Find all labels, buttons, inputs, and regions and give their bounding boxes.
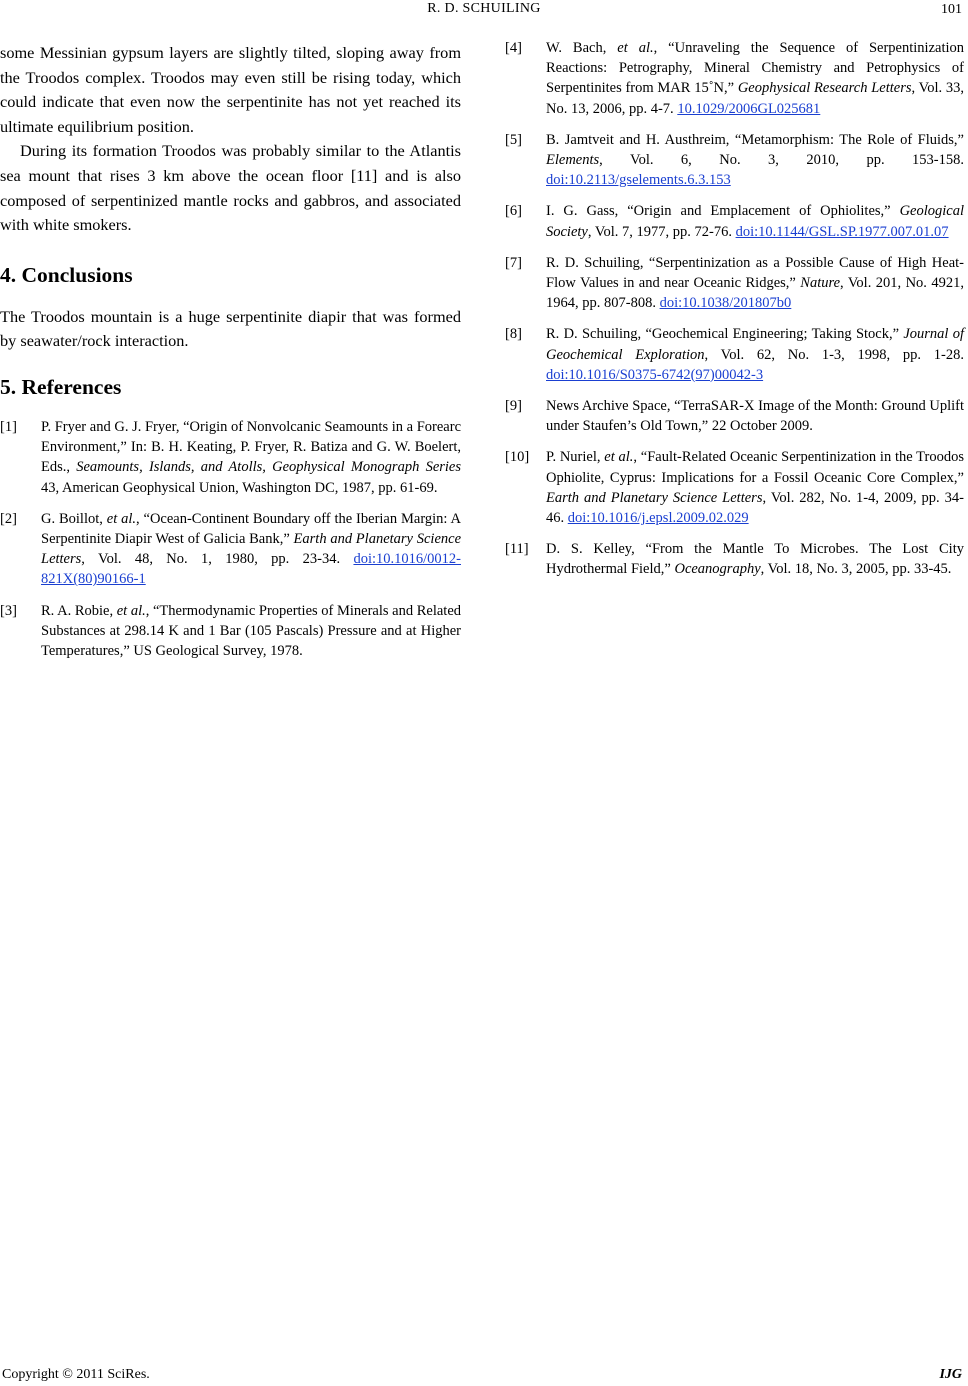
reference-et-al: et al. (604, 449, 634, 466)
reference-list-right (505, 38, 964, 580)
reference-text (41, 601, 461, 662)
reference-title: , “Unraveling the Sequence of Serpentinization Reactions: Petrography, Mineral Chemistry and Petrophysics of Serpentinites from MAR 15˚N,” (546, 40, 964, 97)
reference-authors: P. Nuriel, (546, 449, 605, 466)
reference-number: [5] (505, 131, 522, 148)
reference-source: Earth and Planetary Science Letters (41, 530, 461, 568)
reference-details: , Vol. 48, No. 1, 1980, pp. 23-34. (81, 551, 354, 568)
reference-title: , “Ocean-Continent Boundary off the Iberian Margin: A Serpentinite Diapir West of Galicia Bank,” (41, 510, 461, 547)
reference-details: , Vol. 282, No. 1-4, 2009, pp. 34-46. (546, 489, 965, 527)
reference-doi-link[interactable]: doi:10.2113/gselements.6.3.153 (546, 172, 731, 189)
reference-doi-link[interactable]: doi:10.1016/0012-821X(80)90166-1 (41, 551, 461, 588)
reference-doi-link[interactable]: 10.1029/2006GL025681 (677, 100, 821, 117)
reference-source: Oceanography (674, 561, 761, 578)
page-number: 101 (941, 2, 962, 17)
right-column (505, 38, 964, 591)
reference-number: [9] (505, 398, 522, 415)
reference-authors: News Archive Space, “TerraSAR-X Image of the Month: Ground Uplift under Staufen’s Old Town,” 22 October 2009. (546, 398, 964, 435)
reference-doi-link[interactable]: doi:10.1038/201807b0 (659, 295, 792, 312)
reference-source: Geological Society (546, 203, 964, 240)
reference-authors: G. Boillot, (41, 510, 107, 527)
reference-authors: R. A. Robie, (41, 602, 117, 619)
reference-text (546, 324, 964, 385)
copyright-notice: Copyright © 2011 SciRes. (2, 1367, 150, 1382)
reference-source: Geophysical Research Letters (737, 80, 912, 97)
reference-details: , Vol. 62, No. 1-3, 1998, pp. 1-28. (704, 346, 964, 363)
reference-authors: R. D. Schuiling, “Geochemical Engineering; Taking Stock,” (546, 326, 904, 343)
reference-text (41, 417, 461, 498)
reference-et-al: et al. (106, 510, 137, 527)
reference-item (505, 201, 964, 241)
reference-item (505, 38, 964, 119)
left-column (0, 41, 461, 672)
reference-item (505, 447, 964, 528)
running-header-author: R. D. SCHUILING (427, 1, 541, 16)
reference-authors: R. D. Schuiling, “Serpentinization as a Possible Cause of High Heat-Flow Values in and near Oceanic Ridges,” (546, 254, 964, 292)
reference-item (0, 417, 461, 498)
reference-details: 43, American Geophysical Union, Washington DC, 1987, pp. 61-69. (41, 479, 438, 496)
reference-text (546, 201, 964, 241)
reference-details: , Vol. 7, 1977, pp. 72-76. (587, 223, 736, 240)
reference-number: [8] (505, 326, 522, 343)
journal-abbreviation: IJG (939, 1367, 962, 1382)
reference-list-left (0, 417, 461, 661)
reference-details: , Vol. 33, No. 13, 2006, pp. 4-7. (546, 80, 965, 117)
reference-et-al: et al. (617, 40, 654, 56)
body-paragraph: some Messinian gypsum layers are slightly tilted, sloping away from the Troodos complex. Troodos may even still be rising today, which could indicate that even now the serpentinite has not yet reached its ultimate equilibrium position. (0, 43, 461, 136)
reference-source: Journal of Geochemical Exploration (546, 326, 965, 363)
reference-details: , Vol. 6, No. 3, 2010, pp. 153-158. (599, 152, 964, 169)
reference-item (0, 601, 461, 662)
reference-source: Nature (800, 275, 841, 292)
reference-text (41, 509, 461, 590)
section-heading-references: 5. References (0, 374, 122, 399)
reference-authors: P. Fryer and G. J. Fryer, “Origin of Nonvolcanic Seamounts in a Forearc Environment,” In: B. H. Keating, P. Fryer, R. Batiza and G. W. Boelert, Eds., (41, 418, 461, 476)
reference-et-al: et al. (116, 602, 146, 619)
reference-number: [6] (505, 203, 522, 220)
reference-text (546, 130, 964, 191)
reference-doi-link[interactable]: doi:10.1016/j.epsl.2009.02.029 (567, 510, 749, 527)
conclusions-text: The Troodos mountain is a huge serpentinite diapir that was formed by seawater/rock interaction. (0, 306, 461, 351)
reference-item (505, 539, 964, 579)
reference-title: , “Thermodynamic Properties of Minerals and Related Substances at 298.14 K and 1 Bar (105 Pascals) Pressure and at Higher Temperatures,” US Geological Survey, 1978. (41, 602, 462, 659)
reference-item (505, 130, 964, 191)
reference-text (546, 253, 964, 314)
reference-authors: I. G. Gass, “Origin and Emplacement of Ophiolites,” (546, 203, 900, 220)
reference-item (505, 396, 964, 436)
reference-text (546, 539, 964, 579)
reference-details: , Vol. 201, No. 4921, 1964, pp. 807-808. (546, 275, 964, 312)
section-heading-conclusions: 4. Conclusions (0, 262, 133, 287)
reference-item (0, 509, 461, 590)
reference-title: , “Fault-Related Oceanic Serpentinization in the Troodos Ophiolite, Cyprus: Implications for a Fossil Oceanic Core Complex,” (546, 449, 964, 486)
reference-details: , Vol. 18, No. 3, 2005, pp. 33-45. (760, 561, 952, 578)
reference-authors: W. Bach, (546, 40, 618, 56)
reference-item (505, 253, 964, 314)
reference-source: Seamounts, Islands, and Atolls, Geophysical Monograph Series (76, 459, 462, 476)
reference-text (546, 447, 964, 528)
reference-text (546, 38, 964, 119)
reference-doi-link[interactable]: doi:10.1016/S0375-6742(97)00042-3 (546, 366, 764, 383)
reference-source: Earth and Planetary Science Letters (546, 489, 763, 506)
reference-number: [11] (505, 541, 529, 558)
reference-text (546, 396, 964, 436)
reference-number: [4] (505, 40, 522, 56)
reference-number: [3] (0, 602, 17, 619)
reference-number: [2] (0, 510, 17, 527)
reference-authors: D. S. Kelley, “From the Mantle To Microbes. The Lost City Hydrothermal Field,” (546, 541, 964, 578)
reference-number: [1] (0, 418, 17, 435)
body-paragraph: During its formation Troodos was probably similar to the Atlantis sea mount that rises 3 km above the ocean floor [11] and is also composed of serpentinized mantle rocks and gabbros, and associated with white smokers. (0, 141, 461, 235)
reference-doi-link[interactable]: doi:10.1144/GSL.SP.1977.007.01.07 (735, 223, 949, 240)
reference-item (505, 324, 964, 385)
reference-authors: B. Jamtveit and H. Austhreim, “Metamorphism: The Role of Fluids,” (546, 131, 964, 148)
reference-source: Elements (546, 152, 600, 169)
reference-number: [10] (505, 449, 530, 466)
reference-number: [7] (505, 254, 522, 271)
